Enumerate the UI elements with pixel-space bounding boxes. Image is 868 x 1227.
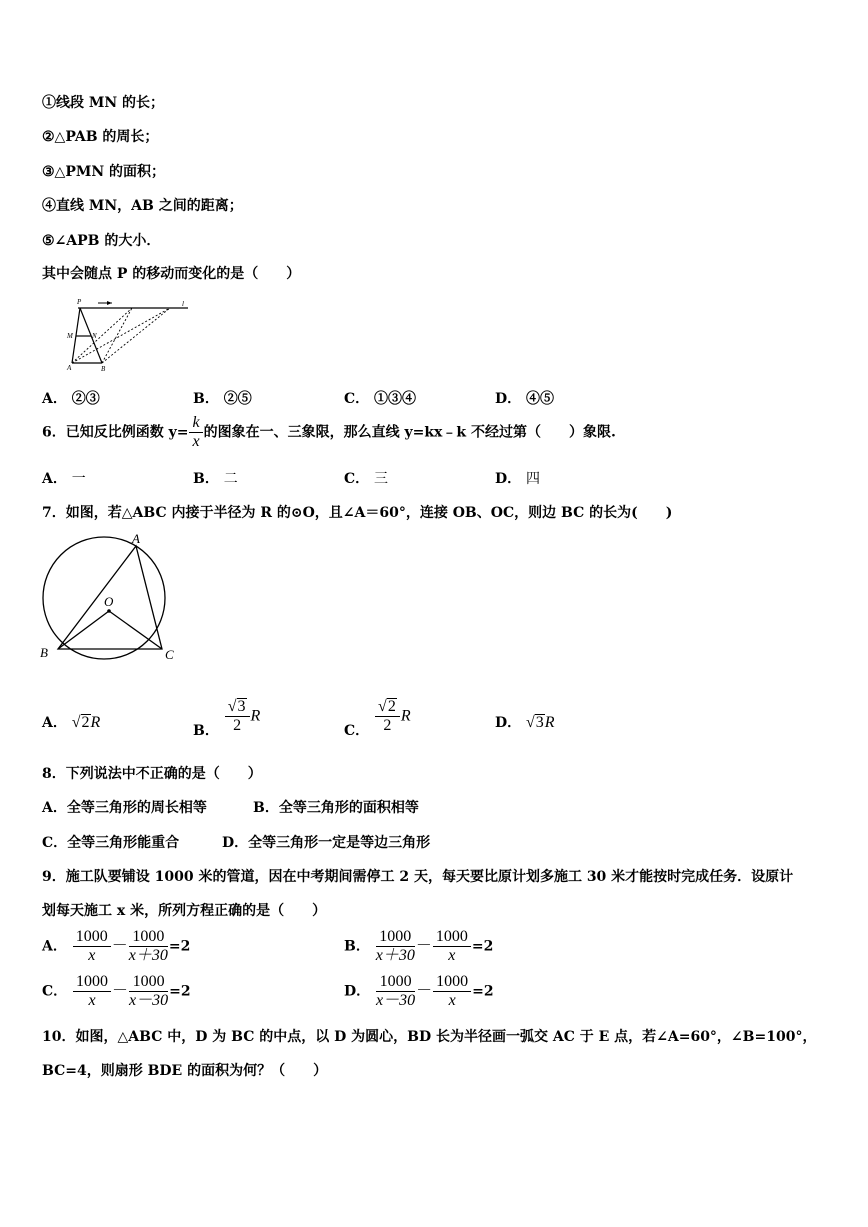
statement-3: ③△PMN 的面积； (42, 164, 166, 180)
q9-option-c[interactable]: C． $\frac{1000}{x}$ － $\frac{1000}{x-30}$ =2 (42, 973, 191, 1009)
fraction-2 (433, 928, 471, 965)
q6-option-a[interactable] (42, 468, 86, 488)
frac-denominator: x＋30 (375, 947, 415, 964)
fraction-2 (433, 973, 471, 1010)
option-key: D． (495, 715, 522, 731)
frac-numerator: 1000 (433, 973, 471, 992)
option-key: B． (193, 391, 219, 407)
label-b: B (40, 645, 48, 660)
frac-numerator: k (189, 414, 202, 433)
frac-numerator: 1000 (73, 928, 111, 947)
label-c: C (165, 647, 174, 662)
q8-stem: 8．下列说法中不正确的是（ ） (42, 766, 262, 782)
frac-numerator: 1000 (129, 928, 168, 947)
frac-denominator: x－30 (129, 992, 169, 1009)
label-n: N (92, 332, 97, 340)
label-p: P (77, 298, 82, 306)
radicand: 3 (237, 698, 246, 715)
q5-option-b[interactable] (193, 388, 252, 408)
q5-stem: 其中会随点 P 的移动而变化的是（ ） (42, 266, 301, 282)
option-key: B． (193, 471, 219, 487)
option-key: A． (42, 938, 67, 955)
q7-figure (34, 528, 174, 666)
q6-fraction (189, 414, 202, 451)
q7-option-d[interactable]: D． √3R (495, 714, 555, 731)
variable: R (544, 714, 555, 731)
frac-denominator: x (448, 992, 456, 1009)
frac-denominator: x (88, 947, 96, 964)
option-key: D． (495, 471, 522, 487)
variable: R (400, 707, 411, 725)
rhs: =2 (472, 983, 494, 1000)
label-a: A (132, 531, 140, 546)
q9-stem-line1: 9．施工队要铺设 1000 米的管道，因在中考期间需停工 2 天，每天要比原计划多施工 30 米才能按时完成任务．设原计 (42, 869, 794, 885)
option-key: A． (42, 715, 67, 731)
option-fraction: $\frac{√2}{2}$ (375, 698, 400, 735)
fraction-1 (376, 928, 415, 965)
fraction-2 (129, 973, 168, 1010)
label-a: A (67, 364, 72, 372)
frac-numerator: 1000 (433, 928, 471, 947)
label-l: l (182, 300, 184, 308)
option-text: 四 (526, 471, 541, 487)
q9-stem-line2: 划每天施工 x 米，所列方程正确的是（ ） (42, 903, 327, 919)
variable: R (250, 707, 261, 725)
label-m: M (67, 332, 73, 340)
option-key: C． (42, 983, 68, 1000)
frac-denominator: 2 (383, 717, 392, 734)
frac-numerator: 1000 (129, 973, 168, 992)
q7-option-b[interactable] (193, 698, 261, 739)
q7-option-c[interactable] (344, 698, 411, 739)
frac-numerator: 1000 (376, 973, 415, 992)
q10-stem-line1: 10．如图，△ABC 中，D 为 BC 的中点，以 D 为圆心，BD 长为半径画一弧交 AC 于 E 点，若∠A=60°，∠B=100°， (42, 1029, 817, 1045)
q8-option-b[interactable]: B．全等三角形的面积相等 (253, 800, 419, 816)
q9-option-d[interactable]: D． $\frac{1000}{x-30}$ － $\frac{1000}{x}$ =2 (344, 973, 494, 1009)
label-b: B (101, 365, 106, 373)
rhs: =2 (471, 938, 494, 955)
q9-option-b[interactable]: B． $\frac{1000}{x+30}$ － $\frac{1000}{x}$ =2 (344, 928, 494, 964)
frac-denominator: x＋30 (128, 947, 168, 964)
statement-4: ④直线 MN，AB 之间的距离； (42, 198, 243, 214)
option-key: A． (42, 471, 67, 487)
option-text: ①③④ (374, 391, 417, 407)
fraction-2 (129, 928, 168, 965)
fraction-1 (376, 973, 415, 1010)
option-key: B． (344, 938, 370, 955)
frac-denominator: 2 (233, 717, 242, 734)
q5-figure (60, 296, 195, 374)
q8-option-d[interactable]: D．全等三角形一定是等边三角形 (222, 835, 431, 851)
q6-stem (42, 414, 616, 451)
statement-2: ②△PAB 的周长； (42, 129, 159, 145)
frac-denominator: x (448, 947, 456, 964)
frac-numerator: 1000 (73, 973, 111, 992)
rhs: =2 (168, 938, 191, 955)
option-text: 三 (374, 471, 389, 487)
statement-5: ⑤∠APB 的大小． (42, 233, 161, 249)
option-key: C． (344, 722, 370, 739)
q8-option-c[interactable]: C．全等三角形能重合 (42, 835, 180, 851)
option-fraction: $\frac{√3}{2}$ (225, 698, 250, 735)
q5-option-a[interactable] (42, 388, 100, 408)
q6-option-c[interactable] (344, 468, 388, 488)
option-key: B． (193, 722, 219, 739)
option-text: 二 (223, 471, 238, 487)
q5-option-d[interactable] (495, 388, 554, 408)
fraction-1 (73, 973, 111, 1010)
radicand: 2 (387, 698, 396, 715)
radicand: 3 (535, 714, 544, 731)
q10-stem-line2: BC=4，则扇形 BDE 的面积为何？（ ） (42, 1063, 328, 1079)
q9-option-a[interactable]: A． $\frac{1000}{x}$ － $\frac{1000}{x+30}$ =2 (42, 928, 191, 964)
option-key: C． (344, 391, 370, 407)
q6-stem-before: 6．已知反比例函数 y= (42, 424, 189, 441)
option-key: D． (344, 983, 371, 1000)
q5-option-c[interactable] (344, 388, 416, 408)
option-key: D． (495, 391, 522, 407)
frac-denominator: x－30 (376, 992, 416, 1009)
frac-denominator: x (192, 433, 200, 450)
q6-option-d[interactable] (495, 468, 540, 488)
q8-option-a[interactable]: A．全等三角形的周长相等 (42, 800, 207, 816)
frac-denominator: x (88, 992, 96, 1009)
statement-1: ①线段 MN 的长； (42, 95, 165, 111)
radicand: 2 (81, 714, 90, 731)
fraction-1 (73, 928, 111, 965)
label-o: O (104, 594, 114, 609)
option-key: A． (42, 391, 67, 407)
q6-stem-after: 的图象在一、三象限，那么直线 y=kx﹣k 不经过第（ ）象限. (203, 424, 616, 441)
q6-option-b[interactable] (193, 468, 238, 488)
option-text: ②③ (71, 391, 100, 407)
option-key: C． (344, 471, 370, 487)
q7-stem: 7．如图，若△ABC 内接于半径为 R 的⊙O，且∠A＝60°，连接 OB、OC，则边 BC 的长为( ) (42, 505, 673, 521)
option-text: ④⑤ (526, 391, 555, 407)
variable: R (90, 714, 101, 731)
option-text: 一 (71, 471, 86, 487)
rhs: =2 (169, 983, 191, 1000)
frac-numerator: 1000 (376, 928, 415, 947)
q7-option-a[interactable]: A． √2R (42, 714, 101, 731)
option-text: ②⑤ (223, 391, 252, 407)
